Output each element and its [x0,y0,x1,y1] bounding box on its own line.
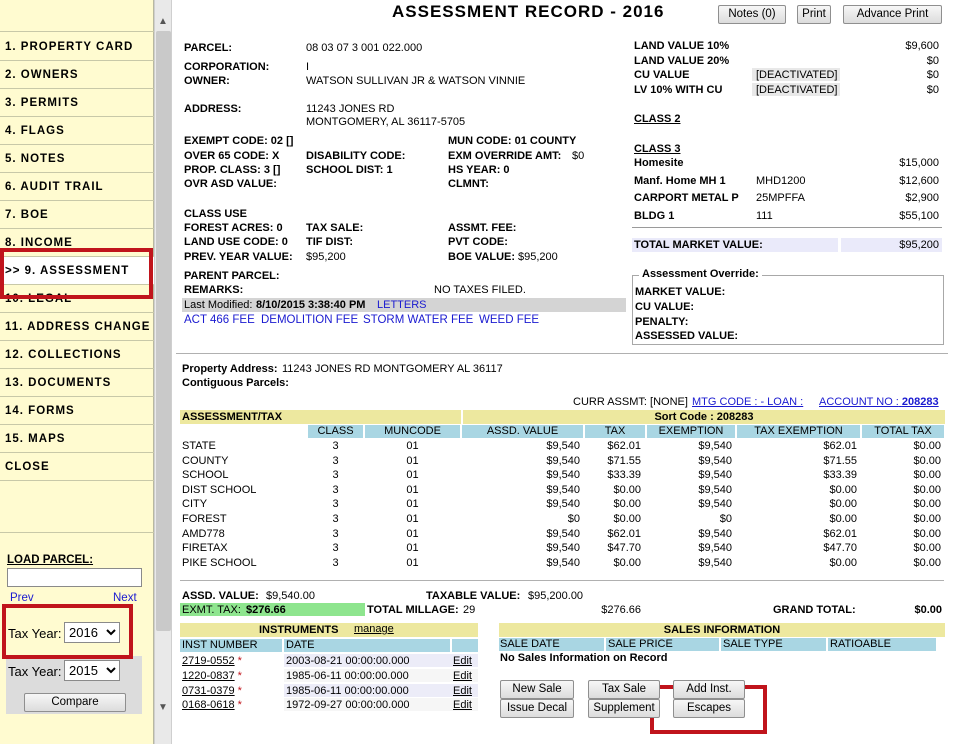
tax-row-class: 3 [332,454,339,467]
load-parcel-label: LOAD PARCEL: [7,554,94,566]
tax-row-muncode: 01 [406,483,419,496]
tax-row-class: 3 [332,527,339,540]
class3-row-code: MHD1200 [756,175,806,187]
cu-value: $0 [926,69,939,81]
sidebar-top-spacer [0,0,154,32]
boe-value: $95,200 [518,251,558,263]
tax-sale-button[interactable]: Tax Sale [588,680,660,699]
total-millage-label: TOTAL MILLAGE: [367,604,459,616]
parcel-value: 08 03 07 3 001 022.000 [306,42,423,54]
assessment-tax-title: ASSESSMENT/TAX [182,411,283,423]
corporation-value: I [306,61,310,73]
tax-row-tax-exemption: $0.00 [829,498,857,511]
sidebar-item-property-card[interactable]: 1. PROPERTY CARD [0,33,154,61]
total-millage-value: 29 [463,604,476,616]
class3-row-value: $55,100 [899,210,939,222]
sidebar-item-owners[interactable]: 2. OWNERS [0,61,154,89]
instrument-number-link[interactable]: 0731-0379 [182,684,235,697]
tax-row-exemption: $9,540 [698,498,732,511]
tax-row-class: 3 [332,542,339,555]
instruments-title: INSTRUMENTS [259,624,339,636]
curr-assmt: CURR ASSMT: [NONE] [573,396,688,408]
lv-cu-label: LV 10% WITH CU [634,84,723,96]
sales-empty-message: No Sales Information on Record [500,652,668,664]
class3-row-code: 111 [756,210,773,222]
remarks-value: NO TAXES FILED. [434,284,526,296]
exempt-code: EXEMPT CODE: 02 [] [184,135,294,147]
land-use-code: LAND USE CODE: 0 [184,236,288,248]
tax-row-name: PIKE SCHOOL [182,556,257,569]
col-header-tax-exemption: TAX EXEMPTION [754,425,843,437]
remarks-label: REMARKS: [184,284,244,296]
load-parcel-input[interactable] [7,568,142,587]
compare-button[interactable]: Compare [24,693,126,712]
last-modified-label: Last Modified: [184,299,253,311]
taxable-value-label: TAXABLE VALUE: [426,590,521,602]
tax-row-tax-exemption: $47.70 [823,542,857,555]
grand-total-label: GRAND TOTAL: [773,604,856,616]
corporation-label: CORPORATION: [184,61,270,73]
tax-row-tax: $0.00 [613,556,641,569]
tif-dist-label: TIF DIST: [306,236,354,248]
sales-title: SALES INFORMATION [663,624,781,636]
exm-override-value: $0 [572,150,585,162]
class3-row-value: $2,900 [905,192,939,204]
override-cu-label: CU VALUE: [635,301,695,313]
mun-code: MUN CODE: 01 COUNTY [448,135,577,147]
tax-row-total-tax: $0.00 [913,513,941,525]
instruments-manage-link[interactable]: manage [354,623,394,635]
tax-row-tax: $62.01 [607,527,641,540]
new-sale-button[interactable]: New Sale [500,680,574,699]
inst-col-date: DATE [286,639,315,651]
tax-row-muncode: 01 [406,440,419,452]
sidebar-item-collections[interactable]: 12. COLLECTIONS [0,341,154,369]
taxable-value: $95,200.00 [528,590,584,602]
col-header-assd-value: ASSD. VALUE [486,425,559,437]
tax-row-muncode: 01 [406,513,419,525]
tax-row-total-tax: $0.00 [913,556,941,569]
sidebar-item-income[interactable]: 8. INCOME [0,229,154,257]
total-divider [632,227,942,228]
prev-link[interactable]: Prev [10,592,34,604]
tax-row-assd-value: $0 [567,513,580,525]
instrument-edit-link[interactable]: Edit [453,655,472,667]
col-header-class: CLASS [317,425,354,437]
tax-row-assd-value: $9,540 [546,556,580,569]
weed-fee-link[interactable]: WEED FEE [479,314,540,326]
inst-col-number: INST NUMBER [182,639,258,651]
last-modified-value: 8/10/2015 3:38:40 PM [256,299,366,311]
tax-row-class: 3 [332,556,339,569]
col-header-total-tax: TOTAL TAX [874,425,932,437]
cu-status: [DEACTIVATED] [756,69,838,81]
tax-row-class: 3 [332,483,339,496]
tax-row-muncode: 01 [406,469,419,482]
print-button[interactable]: Print [797,5,831,24]
tax-row-class: 3 [332,440,339,452]
assd-value-label: ASSD. VALUE: [182,590,259,602]
over65-code: OVER 65 CODE: X [184,150,280,162]
tax-row-name: FIRETAX [182,542,228,555]
tax-row-tax-exemption: $71.55 [823,454,857,467]
tax-row-exemption: $9,540 [698,556,732,569]
override-legend: Assessment Override: [639,268,762,280]
class3-row-name: Homesite [634,157,684,169]
tax-row-exemption: $9,540 [698,527,732,540]
instrument-edit-link[interactable]: Edit [453,669,472,682]
owner-label: OWNER: [184,75,230,87]
tax-row-exemption: $0 [719,513,732,525]
add-inst-button[interactable]: Add Inst. [673,680,745,699]
tax-row-name: SCHOOL [182,469,229,482]
sidebar-item-close[interactable]: CLOSE [0,453,154,481]
assmt-fee-label: ASSMT. FEE: [448,222,517,234]
col-header-exemption: EXEMPTION [658,425,724,437]
school-dist: SCHOOL DIST: 1 [306,164,393,176]
next-link[interactable]: Next [113,592,137,604]
sidebar-divider [0,532,154,533]
tax-row-assd-value: $9,540 [546,498,580,511]
exmt-tax-label: EXMT. TAX: [182,604,241,616]
tax-row-tax: $71.55 [607,454,641,467]
instrument-date: 1985-06-11 00:00:00.000 [286,684,409,697]
tax-row-name: COUNTY [182,454,229,467]
boe-value-label: BOE VALUE: [448,251,516,263]
pvt-code-label: PVT CODE: [448,236,508,248]
tax-row-tax-exemption: $0.00 [829,483,857,496]
tax-row-assd-value: $9,540 [546,440,580,452]
tax-row-tax: $0.00 [613,483,641,496]
instrument-row [182,685,242,697]
tax-row-tax-exemption: $62.01 [823,527,857,540]
storm-water-fee-link[interactable]: STORM WATER FEE [363,314,474,326]
tax-row-total-tax: $0.00 [913,440,941,452]
tax-row-assd-value: $9,540 [546,469,580,482]
sales-col-price: SALE PRICE [608,638,673,650]
tax-row-tax: $33.39 [607,469,641,482]
land10-value: $9,600 [905,40,939,52]
account-no-value: 208283 [901,396,939,408]
sort-code: Sort Code : 208283 [654,411,754,423]
tax-row-exemption: $9,540 [698,469,732,482]
ovr-asd-value: OVR ASD VALUE: [184,178,277,190]
class3-row-code: 25MPFFA [756,192,805,204]
lv-cu-value: $0 [926,84,939,96]
sidebar-item-notes[interactable]: 5. NOTES [0,145,154,173]
instrument-date: 1985-06-11 00:00:00.000 [286,669,409,682]
tax-row-tax: $0.00 [613,513,641,525]
section-divider [176,353,948,354]
sales-col-type: SALE TYPE [723,638,783,650]
total-market-value: $95,200 [899,239,939,251]
sidebar-scrollbar[interactable] [154,0,172,744]
instrument-number-link[interactable]: 2719-0552 [182,655,235,667]
letters-link[interactable]: LETTERS [377,299,427,311]
tax-row-assd-value: $9,540 [546,542,580,555]
sidebar-item-boe[interactable]: 7. BOE [0,201,154,229]
sidebar-item-maps[interactable]: 15. MAPS [0,425,154,453]
hs-year: HS YEAR: 0 [448,164,510,176]
prop-class: PROP. CLASS: 3 [] [184,164,281,176]
advance-print-button[interactable]: Advance Print [843,5,942,24]
exm-override-label: EXM OVERRIDE AMT: [448,150,562,162]
override-market-label: MARKET VALUE: [635,286,726,298]
instrument-row [182,655,242,667]
property-address-label: Property Address: [182,363,278,375]
class3-label: CLASS 3 [634,143,681,155]
tax-row-tax-exemption: $33.39 [823,469,857,482]
clmnt-label: CLMNT: [448,178,489,190]
instrument-number-link[interactable]: 1220-0837 [182,669,235,682]
tax-row-class: 3 [332,513,339,525]
address-line2: MONTGOMERY, AL 36117-5705 [306,116,466,128]
tax-row-name: CITY [182,498,208,511]
tax-total: $276.66 [601,604,641,616]
lv-cu-status: [DEACTIVATED] [756,84,838,96]
cu-value-label: CU VALUE [634,69,690,81]
tax-year-label: Tax Year: [8,626,62,641]
exmt-tax-value: $276.66 [246,604,286,616]
class3-row-value: $12,600 [899,175,939,187]
tax-row-total-tax: $0.00 [913,483,941,496]
sidebar-item-legal[interactable]: 10. LEGAL [0,285,154,313]
assd-value: $9,540.00 [266,590,315,602]
sidebar-item-forms[interactable]: 14. FORMS [0,397,154,425]
tax-row-muncode: 01 [406,542,419,555]
forest-acres: FOREST ACRES: 0 [184,222,283,234]
tax-row-name: DIST SCHOOL [182,483,257,496]
tax-row-name: AMD778 [182,527,225,540]
tax-row-total-tax: $0.00 [913,454,941,467]
land20-label: LAND VALUE 20% [634,55,730,67]
scroll-thumb[interactable] [156,31,171,631]
tax-row-tax-exemption: $0.00 [829,513,857,525]
sidebar-item-audit-trail[interactable]: 6. AUDIT TRAIL [0,173,154,201]
tax-row-tax: $47.70 [607,542,641,555]
class-use-label: CLASS USE [184,208,247,220]
property-address-value: 11243 JONES RD MONTGOMERY AL 36117 [282,363,503,375]
tax-row-name: FOREST [182,513,227,525]
sidebar-item-documents[interactable]: 13. DOCUMENTS [0,369,154,397]
sidebar-item-flags[interactable]: 4. FLAGS [0,117,154,145]
inst-col-bg [452,639,478,652]
scroll-down-icon[interactable]: ▼ [158,702,168,713]
col-header-tax: TAX [604,425,626,437]
prev-year-value: $95,200 [306,251,346,263]
tax-row-exemption: $9,540 [698,440,732,452]
address-label: ADDRESS: [184,103,242,115]
address-line1: 11243 JONES RD [306,103,395,115]
page-title: ASSESSMENT RECORD - 2016 [392,2,665,21]
sales-col-date: SALE DATE [500,638,560,650]
required-star: * [237,655,242,667]
tax-row-tax: $0.00 [613,498,641,511]
owner-value: WATSON SULLIVAN JR & WATSON VINNIE [306,75,526,87]
parcel-label: PARCEL: [184,42,233,54]
instrument-edit-link[interactable]: Edit [453,699,472,712]
land20-value: $0 [926,55,939,67]
tax-row-muncode: 01 [406,454,419,467]
disability-code: DISABILITY CODE: [306,150,406,162]
totals-divider [180,580,944,581]
tax-row-muncode: 01 [406,527,419,540]
required-star: * [237,669,242,682]
sales-col-ratioable: RATIOABLE [830,638,891,650]
supplement-button[interactable]: Supplement [588,699,660,718]
class3-row-value: $15,000 [899,157,939,169]
demolition-fee-link[interactable]: DEMOLITION FEE [261,314,359,326]
account-no-label: ACCOUNT NO : [819,396,899,408]
tax-row-class: 3 [332,469,339,482]
tax-row-muncode: 01 [406,498,419,511]
tax-row-assd-value: $9,540 [546,527,580,540]
instrument-date: 1972-09-27 00:00:00.000 [286,699,410,712]
contiguous-parcels-label: Contiguous Parcels: [182,377,289,389]
notes-button[interactable]: Notes (0) [718,5,786,24]
class3-row-name: Manf. Home MH 1 [634,175,726,187]
tax-row-muncode: 01 [406,556,419,569]
tax-row-tax-exemption: $0.00 [829,556,857,569]
class3-row-name: BLDG 1 [634,210,675,222]
tax-row-exemption: $9,540 [698,542,732,555]
required-star: * [237,699,242,712]
instrument-number-link[interactable]: 0168-0618 [182,699,235,712]
escapes-button[interactable]: Escapes [673,699,745,718]
account-no-link[interactable] [819,396,939,408]
tax-row-name: STATE [182,440,216,452]
col-header-muncode: MUNCODE [384,425,441,437]
instrument-date: 2003-08-21 00:00:00.000 [286,655,410,667]
mtg-code-link[interactable]: MTG CODE : - LOAN : [692,396,804,408]
act466-fee-link[interactable]: ACT 466 FEE [184,314,255,326]
land10-label: LAND VALUE 10% [634,40,730,52]
tax-row-tax: $62.01 [607,440,641,452]
tax-row-assd-value: $9,540 [546,454,580,467]
issue-decal-button[interactable]: Issue Decal [500,699,574,718]
override-assessed-label: ASSESSED VALUE: [635,330,739,342]
tax-year-select[interactable] [64,622,120,643]
tax-row-total-tax: $0.00 [913,498,941,511]
tax-row-exemption: $9,540 [698,483,732,496]
instrument-row [182,699,242,711]
total-market-label: TOTAL MARKET VALUE: [634,239,763,251]
required-star: * [237,684,242,697]
tax-row-class: 3 [332,498,339,511]
tax-row-exemption: $9,540 [698,454,732,467]
class2-label: CLASS 2 [634,113,681,125]
scroll-up-icon[interactable]: ▲ [158,16,168,27]
tax-row-total-tax: $0.00 [913,542,941,555]
tax-row-total-tax: $0.00 [913,527,941,540]
sidebar-item-address-change[interactable]: 11. ADDRESS CHANGE [0,313,154,341]
sidebar-nav [0,0,154,744]
override-penalty-label: PENALTY: [635,316,689,328]
parent-parcel-label: PARENT PARCEL: [184,270,280,282]
tax-row-tax-exemption: $62.01 [823,440,857,452]
class3-row-name: CARPORT METAL P [634,192,739,204]
sidebar-item-assessment[interactable]: >> 9. ASSESSMENT [0,257,154,285]
tax-row-total-tax: $0.00 [913,469,941,482]
tax-sale-label: TAX SALE: [306,222,364,234]
sidebar-item-permits[interactable]: 3. PERMITS [0,89,154,117]
prev-year-label: PREV. YEAR VALUE: [184,251,293,263]
grand-total-value: $0.00 [914,604,942,616]
tax-row-assd-value: $9,540 [546,483,580,496]
instrument-edit-link[interactable]: Edit [453,684,472,697]
compare-year-select[interactable] [64,660,120,681]
compare-year-label: Tax Year: [8,664,62,679]
instrument-row [182,670,242,682]
